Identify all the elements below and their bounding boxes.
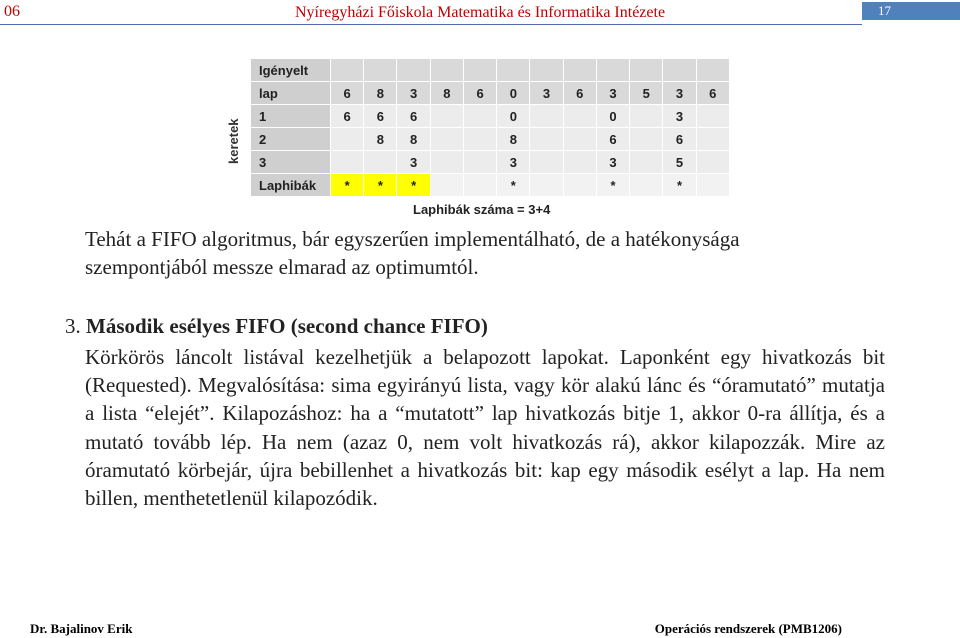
header-empty-cell: [663, 59, 696, 82]
header-empty-cell: [530, 59, 563, 82]
requested-page-cell: 0: [497, 82, 530, 105]
frame-cell: 8: [397, 128, 430, 151]
requested-page-cell: 8: [364, 82, 397, 105]
frame-cell: 6: [331, 105, 364, 128]
frame-cell: [430, 128, 463, 151]
section-number: 3.: [65, 314, 81, 338]
fault-cell: *: [331, 174, 364, 197]
frame-cell: 0: [497, 105, 530, 128]
page-number: 17: [862, 2, 960, 20]
frame-cell: [696, 151, 729, 174]
section-heading: [65, 314, 488, 339]
fault-cell: *: [663, 174, 696, 197]
fault-cell: [430, 174, 463, 197]
fifo-table: [250, 58, 730, 197]
chapter-number: 06: [4, 3, 20, 20]
requested-page-cell: 3: [663, 82, 696, 105]
fault-row: [251, 174, 730, 197]
frame-cell: [530, 151, 563, 174]
frame-cell: [463, 105, 496, 128]
frame-cell: 8: [364, 128, 397, 151]
footer-course: Operációs rendszerek (PMB1206): [654, 621, 842, 636]
fault-cell: [563, 174, 596, 197]
fault-cell: *: [397, 174, 430, 197]
fault-label: Laphibák: [251, 174, 331, 197]
requested-page-cell: 3: [596, 82, 629, 105]
requested-page-cell: 6: [696, 82, 729, 105]
header-empty-cell: [331, 59, 364, 82]
requested-page-cell: 3: [397, 82, 430, 105]
frame-cell: [463, 128, 496, 151]
section-title: Második esélyes FIFO (second chance FIFO): [86, 314, 488, 338]
fault-cell: *: [497, 174, 530, 197]
header-title: Nyíregyházi Főiskola Matematika és Informatika Intézete: [294, 4, 666, 21]
frame-cell: 6: [596, 128, 629, 151]
paragraph-fifo-conclusion: Tehát a FIFO algoritmus, bár egyszerűen implementálható, de a hatékonysága szempontjából messze elmarad az optimumtól.: [85, 227, 740, 280]
frame-label: 1: [251, 105, 331, 128]
frame-cell: 6: [364, 105, 397, 128]
fault-summary: Laphibák száma = 3+4: [413, 202, 551, 217]
frame-cell: [696, 128, 729, 151]
paragraph-second-chance: Körkörös láncolt listával kezelhetjük a belapozott lapokat. Laponként egy hivatkozás bit (Requested). Megvalósítása: sima egyirányú lista, vagy kör alakú lánc és “óramutató” mutatja a lista “elejét”. Kilapozáshoz: ha a “mutatott” lap hivatkozás bitje 1, akkor 0-ra állítja, és a mutató tovább lép. Ha nem (azaz 0, nem volt hivatkozás rá), akkor kilapozzák. Mire az óramutató körbejár, újra bebillenhet a hivatkozás bit: kap egy második esélyt a lap. Ha nem billen, menthetetlenül kilapozódik.: [85, 345, 885, 511]
frame-cell: [463, 151, 496, 174]
fault-cell: [630, 174, 663, 197]
fault-cell: *: [364, 174, 397, 197]
header-empty-cell: [497, 59, 530, 82]
header-divider: [0, 24, 862, 25]
header-label-requested: Igényelt: [251, 59, 331, 82]
requested-page-cell: 5: [630, 82, 663, 105]
frame-cell: [530, 105, 563, 128]
frame-cell: [630, 151, 663, 174]
frame-cell: 8: [497, 128, 530, 151]
header-empty-cell: [596, 59, 629, 82]
frame-row: [251, 151, 730, 174]
frame-cell: [696, 105, 729, 128]
header-empty-cell: [364, 59, 397, 82]
frame-cell: 6: [663, 128, 696, 151]
frame-cell: 3: [663, 105, 696, 128]
header-empty-cell: [463, 59, 496, 82]
frame-cell: [563, 151, 596, 174]
frame-label: 3: [251, 151, 331, 174]
requested-page-cell: 8: [430, 82, 463, 105]
header-empty-cell: [630, 59, 663, 82]
fault-cell: [530, 174, 563, 197]
frame-cell: [530, 128, 563, 151]
requested-page-cell: 3: [530, 82, 563, 105]
frame-row: [251, 105, 730, 128]
frame-cell: [563, 105, 596, 128]
frame-cell: [331, 151, 364, 174]
frame-cell: [630, 105, 663, 128]
frame-label: 2: [251, 128, 331, 151]
frame-cell: 0: [596, 105, 629, 128]
frames-axis-label: keretek: [226, 118, 241, 164]
table-header-row-2: [251, 82, 730, 105]
header-empty-cell: [696, 59, 729, 82]
frame-cell: 3: [397, 151, 430, 174]
frame-cell: 6: [397, 105, 430, 128]
requested-page-cell: 6: [463, 82, 496, 105]
frame-cell: [563, 128, 596, 151]
header-empty-cell: [397, 59, 430, 82]
footer-author: Dr. Bajalinov Erik: [30, 621, 133, 636]
requested-page-cell: 6: [331, 82, 364, 105]
frame-cell: [331, 128, 364, 151]
table-header-row-1: [251, 59, 730, 82]
header-label-page: lap: [251, 82, 331, 105]
fault-cell: *: [596, 174, 629, 197]
header-empty-cell: [563, 59, 596, 82]
frame-cell: 3: [596, 151, 629, 174]
fault-cell: [696, 174, 729, 197]
frame-row: [251, 128, 730, 151]
frame-cell: [364, 151, 397, 174]
fault-cell: [463, 174, 496, 197]
requested-page-cell: 6: [563, 82, 596, 105]
fifo-table-figure: [210, 56, 730, 221]
frame-cell: [630, 128, 663, 151]
frame-cell: 5: [663, 151, 696, 174]
frame-cell: 3: [497, 151, 530, 174]
frame-cell: [430, 151, 463, 174]
header-empty-cell: [430, 59, 463, 82]
frame-cell: [430, 105, 463, 128]
